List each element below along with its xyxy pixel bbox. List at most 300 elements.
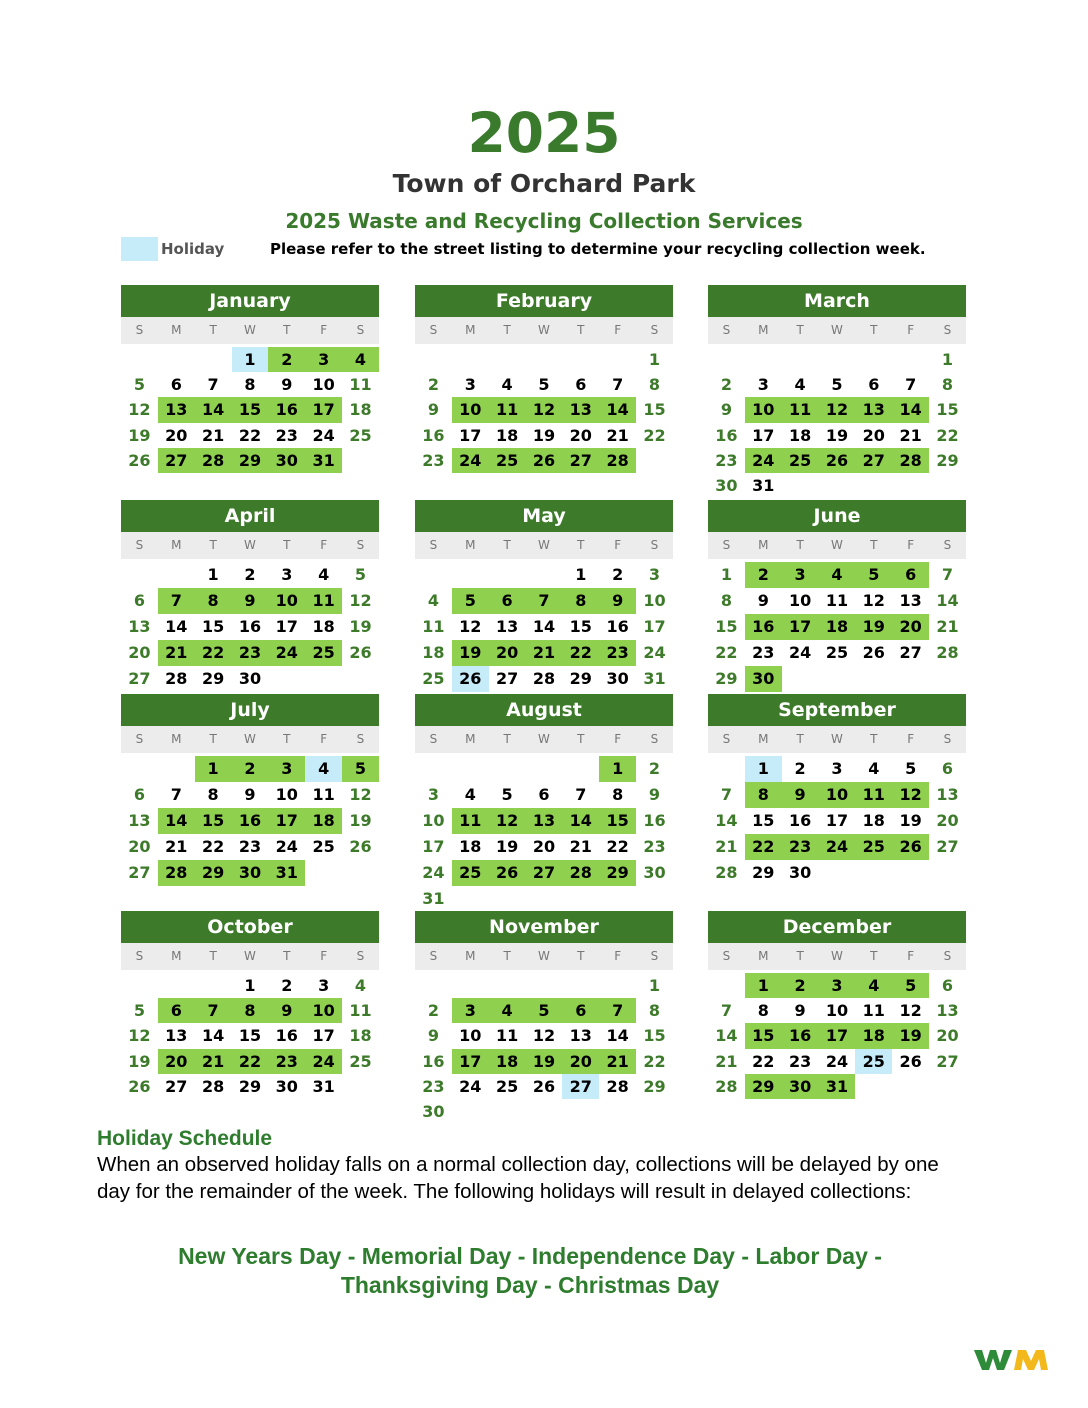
day-cell: 7 xyxy=(941,565,954,584)
week-row xyxy=(708,782,966,808)
day-cell: 27 xyxy=(562,448,599,473)
month-title: May xyxy=(415,500,673,532)
week-row xyxy=(121,423,379,448)
weekday-letter: W xyxy=(831,949,843,963)
weekday-letter: W xyxy=(244,323,256,337)
day-cell: 20 xyxy=(532,837,556,856)
weekday-header xyxy=(415,943,673,970)
empty-cell xyxy=(929,473,966,498)
day-cell: 27 xyxy=(495,669,519,688)
day-cell: 16 xyxy=(268,397,305,422)
week-row xyxy=(708,344,966,372)
day-cell: 14 xyxy=(195,397,232,422)
day-cell: 29 xyxy=(238,1076,262,1096)
day-cell: 3 xyxy=(427,785,439,804)
day-cell: 1 xyxy=(941,350,954,369)
weekday-letter: M xyxy=(758,732,769,746)
day-cell: 7 xyxy=(612,375,624,395)
day-cell: 4 xyxy=(489,998,526,1023)
empty-cell xyxy=(819,666,856,692)
day-cell: 14 xyxy=(715,1026,738,1046)
day-cell: 8 xyxy=(562,588,599,614)
week-row xyxy=(121,448,379,473)
empty-cell xyxy=(599,886,636,912)
day-cell: 30 xyxy=(715,475,738,495)
day-cell: 17 xyxy=(825,811,849,830)
day-cell: 5 xyxy=(526,998,563,1023)
week-row xyxy=(708,397,966,422)
weekday-letter: T xyxy=(870,538,878,552)
day-cell: 13 xyxy=(569,1026,592,1046)
weekday-letter: S xyxy=(650,323,659,337)
day-cell: 13 xyxy=(936,785,959,804)
day-cell: 9 xyxy=(268,998,305,1023)
weekday-letter: S xyxy=(429,538,438,552)
day-cell: 15 xyxy=(599,808,636,834)
day-cell: 4 xyxy=(318,565,330,584)
weekday-header xyxy=(708,726,966,753)
empty-cell xyxy=(636,448,673,473)
day-cell: 19 xyxy=(128,425,151,445)
day-cell: 22 xyxy=(752,1051,775,1071)
weekday-letter: T xyxy=(209,538,217,552)
day-cell: 17 xyxy=(422,837,445,856)
weekday-letter: S xyxy=(356,323,365,337)
day-cell: 23 xyxy=(422,1076,445,1096)
day-cell: 17 xyxy=(312,1026,335,1046)
day-cell: 3 xyxy=(757,375,769,395)
week-row xyxy=(708,372,966,397)
week-row xyxy=(121,640,379,666)
day-cell: 19 xyxy=(855,614,892,640)
week-row xyxy=(415,372,673,397)
day-cell: 28 xyxy=(715,1076,738,1096)
week-row xyxy=(708,448,966,473)
week-row xyxy=(708,666,966,692)
day-cell: 21 xyxy=(569,837,592,856)
day-cell: 10 xyxy=(422,811,445,830)
day-cell: 26 xyxy=(349,643,372,662)
day-cell: 1 xyxy=(195,756,232,782)
day-cell: 1 xyxy=(599,756,636,782)
day-cell: 15 xyxy=(936,400,959,420)
day-cell: 21 xyxy=(715,1051,738,1071)
day-cell: 26 xyxy=(489,860,526,886)
day-cell: 3 xyxy=(819,973,856,998)
month-title: September xyxy=(708,694,966,726)
empty-cell xyxy=(489,756,526,782)
day-cell: 5 xyxy=(354,565,367,584)
day-cell: 14 xyxy=(532,617,556,636)
empty-cell xyxy=(415,347,452,372)
weekday-letter: S xyxy=(722,949,731,963)
day-cell: 14 xyxy=(892,397,929,422)
empty-cell xyxy=(268,666,305,692)
weekday-letter: S xyxy=(356,732,365,746)
day-cell: 4 xyxy=(794,375,806,395)
day-cell: 25 xyxy=(825,643,849,662)
week-row xyxy=(415,1049,673,1074)
day-cell: 5 xyxy=(905,759,917,778)
day-cell: 28 xyxy=(936,643,959,662)
week-row xyxy=(415,782,673,808)
month-title: January xyxy=(121,285,379,317)
empty-cell xyxy=(782,666,819,692)
day-cell: 23 xyxy=(232,640,269,666)
day-cell: 13 xyxy=(165,1026,188,1046)
day-cell: 22 xyxy=(643,1051,666,1071)
weekday-header xyxy=(708,317,966,344)
day-cell: 18 xyxy=(459,837,482,856)
weekday-letter: F xyxy=(907,538,915,552)
day-cell: 14 xyxy=(606,1026,629,1046)
day-cell: 1 xyxy=(207,565,219,584)
day-cell: 8 xyxy=(648,375,661,395)
weekday-letter: T xyxy=(503,732,511,746)
day-cell: 12 xyxy=(459,617,482,636)
day-cell: 25 xyxy=(855,834,892,860)
day-cell: 25 xyxy=(349,425,372,445)
empty-cell xyxy=(562,347,599,372)
empty-cell xyxy=(489,973,526,998)
day-cell: 28 xyxy=(892,448,929,473)
weekday-letter: W xyxy=(244,949,256,963)
day-cell: 12 xyxy=(489,808,526,834)
holiday-list-line: New Years Day - Memorial Day - Independence Day - Labor Day - xyxy=(178,1243,882,1269)
week-row xyxy=(415,666,673,692)
week-row xyxy=(708,640,966,666)
day-cell: 25 xyxy=(305,640,342,666)
week-row xyxy=(415,998,673,1023)
day-cell: 22 xyxy=(715,643,738,662)
weekday-letter: T xyxy=(870,732,878,746)
day-cell: 13 xyxy=(899,591,922,610)
day-cell: 4 xyxy=(342,347,379,372)
day-cell: 3 xyxy=(318,976,330,995)
empty-cell xyxy=(782,473,819,498)
weekday-letter: S xyxy=(943,949,952,963)
month-september xyxy=(708,694,966,886)
day-cell: 12 xyxy=(128,400,151,420)
day-cell: 6 xyxy=(133,591,145,610)
holiday-legend-label: Holiday xyxy=(161,240,225,258)
day-cell: 6 xyxy=(941,976,954,995)
day-cell: 10 xyxy=(745,397,782,422)
day-cell: 1 xyxy=(648,350,661,369)
week-row xyxy=(415,970,673,998)
day-cell: 17 xyxy=(305,397,342,422)
empty-cell xyxy=(708,347,745,372)
empty-cell xyxy=(415,562,452,588)
week-row xyxy=(415,808,673,834)
day-cell: 4 xyxy=(819,562,856,588)
day-cell: 20 xyxy=(936,1026,959,1046)
day-cell: 2 xyxy=(232,756,269,782)
empty-cell xyxy=(121,347,158,372)
day-cell: 28 xyxy=(201,1076,225,1096)
empty-cell xyxy=(855,860,892,886)
day-cell: 23 xyxy=(268,1049,305,1074)
day-cell: 9 xyxy=(782,782,819,808)
empty-cell xyxy=(342,1074,379,1099)
weekday-header xyxy=(708,943,966,970)
day-cell: 21 xyxy=(899,425,922,445)
day-cell: 25 xyxy=(855,1049,892,1074)
day-cell: 10 xyxy=(459,1026,482,1046)
day-cell: 26 xyxy=(819,448,856,473)
month-january xyxy=(121,285,379,473)
day-cell: 31 xyxy=(819,1074,856,1099)
day-cell: 19 xyxy=(825,425,849,445)
day-cell: 30 xyxy=(788,863,812,882)
day-cell: 20 xyxy=(569,425,592,445)
day-cell: 12 xyxy=(819,397,856,422)
weekday-letter: W xyxy=(538,538,550,552)
empty-cell xyxy=(121,973,158,998)
day-cell: 19 xyxy=(532,425,556,445)
weekday-letter: T xyxy=(870,949,878,963)
weekday-letter: M xyxy=(465,949,476,963)
day-cell: 24 xyxy=(459,1076,482,1096)
day-cell: 22 xyxy=(232,1049,269,1074)
day-cell: 24 xyxy=(745,448,782,473)
day-cell: 16 xyxy=(422,1051,445,1071)
day-cell: 20 xyxy=(936,811,959,830)
day-cell: 29 xyxy=(936,450,959,470)
weekday-letter: S xyxy=(135,538,144,552)
week-row xyxy=(708,614,966,640)
day-cell: 14 xyxy=(165,617,188,636)
weekday-letter: W xyxy=(244,538,256,552)
weekday-letter: S xyxy=(429,323,438,337)
day-cell: 26 xyxy=(862,643,885,662)
day-cell: 16 xyxy=(422,425,445,445)
month-title: October xyxy=(121,911,379,943)
day-cell: 6 xyxy=(133,785,145,804)
weekday-letter: S xyxy=(135,323,144,337)
day-cell: 8 xyxy=(745,782,782,808)
day-cell: 10 xyxy=(305,998,342,1023)
weekday-letter: S xyxy=(722,323,731,337)
weekday-letter: F xyxy=(907,949,915,963)
day-cell: 23 xyxy=(788,1051,812,1071)
day-cell: 2 xyxy=(281,976,293,995)
empty-cell xyxy=(158,756,195,782)
day-cell: 15 xyxy=(238,1026,262,1046)
empty-cell xyxy=(599,973,636,998)
empty-cell xyxy=(195,347,232,372)
day-cell: 18 xyxy=(862,811,885,830)
day-cell: 12 xyxy=(349,785,372,804)
day-cell: 23 xyxy=(643,837,666,856)
day-cell: 11 xyxy=(349,1001,372,1021)
day-cell: 1 xyxy=(745,973,782,998)
weekday-letter: S xyxy=(356,949,365,963)
weekday-header xyxy=(415,317,673,344)
empty-cell xyxy=(782,347,819,372)
weekday-letter: S xyxy=(429,949,438,963)
week-row xyxy=(415,753,673,782)
day-cell: 21 xyxy=(201,425,225,445)
day-cell: 26 xyxy=(892,834,929,860)
day-cell: 26 xyxy=(899,1051,922,1071)
empty-cell xyxy=(708,756,745,782)
weekday-letter: M xyxy=(758,949,769,963)
weekday-letter: T xyxy=(209,732,217,746)
day-cell: 12 xyxy=(862,591,885,610)
day-cell: 19 xyxy=(899,811,922,830)
day-cell: 6 xyxy=(158,998,195,1023)
week-row xyxy=(708,1023,966,1048)
day-cell: 15 xyxy=(195,808,232,834)
weekday-letter: F xyxy=(907,732,915,746)
day-cell: 17 xyxy=(268,808,305,834)
day-cell: 3 xyxy=(464,375,476,395)
day-cell: 8 xyxy=(648,1001,661,1021)
week-row xyxy=(415,423,673,448)
day-cell: 11 xyxy=(305,588,342,614)
day-cell: 9 xyxy=(648,785,661,804)
day-cell: 27 xyxy=(165,1076,188,1096)
day-cell: 19 xyxy=(892,1023,929,1048)
weekday-letter: M xyxy=(758,538,769,552)
day-cell: 28 xyxy=(599,448,636,473)
day-cell: 24 xyxy=(788,643,812,662)
day-cell: 24 xyxy=(268,640,305,666)
empty-cell xyxy=(855,666,892,692)
day-cell: 7 xyxy=(526,588,563,614)
week-row xyxy=(121,970,379,998)
day-cell: 21 xyxy=(936,617,959,636)
empty-cell xyxy=(599,347,636,372)
day-cell: 24 xyxy=(275,837,298,856)
day-cell: 8 xyxy=(612,785,624,804)
weekday-letter: F xyxy=(614,538,622,552)
week-row xyxy=(415,860,673,886)
day-cell: 23 xyxy=(422,450,445,470)
empty-cell xyxy=(599,1099,636,1124)
empty-cell xyxy=(415,973,452,998)
day-cell: 2 xyxy=(427,1001,439,1021)
empty-cell xyxy=(526,886,563,912)
week-row xyxy=(415,834,673,860)
day-cell: 9 xyxy=(427,1026,439,1046)
weekday-letter: T xyxy=(577,323,585,337)
day-cell: 3 xyxy=(268,756,305,782)
day-cell: 25 xyxy=(422,669,445,688)
empty-cell xyxy=(526,973,563,998)
day-cell: 2 xyxy=(244,565,256,584)
day-cell: 18 xyxy=(819,614,856,640)
empty-cell xyxy=(158,562,195,588)
day-cell: 24 xyxy=(452,448,489,473)
day-cell: 5 xyxy=(831,375,843,395)
day-cell: 11 xyxy=(422,617,445,636)
day-cell: 11 xyxy=(349,375,372,395)
day-cell: 22 xyxy=(936,425,959,445)
day-cell: 13 xyxy=(158,397,195,422)
week-row xyxy=(708,808,966,834)
day-cell: 10 xyxy=(268,588,305,614)
day-cell: 3 xyxy=(648,565,661,584)
day-cell: 24 xyxy=(819,834,856,860)
day-cell: 12 xyxy=(349,591,372,610)
day-cell: 7 xyxy=(720,1001,732,1021)
weekday-letter: T xyxy=(209,949,217,963)
day-cell: 22 xyxy=(643,425,666,445)
day-cell: 31 xyxy=(312,1076,335,1096)
empty-cell xyxy=(452,886,489,912)
day-cell: 27 xyxy=(128,669,151,688)
day-cell: 6 xyxy=(892,562,929,588)
day-cell: 7 xyxy=(575,785,587,804)
weekday-letter: F xyxy=(320,732,328,746)
day-cell: 4 xyxy=(501,375,513,395)
weekday-letter: M xyxy=(171,538,182,552)
weekday-letter: W xyxy=(831,538,843,552)
day-cell: 1 xyxy=(244,976,256,995)
day-cell: 3 xyxy=(831,759,843,778)
day-cell: 11 xyxy=(495,1026,519,1046)
empty-cell xyxy=(819,860,856,886)
month-june xyxy=(708,500,966,692)
day-cell: 2 xyxy=(782,973,819,998)
day-cell: 18 xyxy=(422,643,445,662)
week-row xyxy=(121,1074,379,1099)
day-cell: 28 xyxy=(532,669,556,688)
day-cell: 16 xyxy=(745,614,782,640)
day-cell: 9 xyxy=(794,1001,806,1021)
week-row xyxy=(121,808,379,834)
weekday-letter: T xyxy=(283,323,291,337)
weekday-letter: S xyxy=(943,732,952,746)
day-cell: 3 xyxy=(305,347,342,372)
week-row xyxy=(415,614,673,640)
day-cell: 18 xyxy=(305,808,342,834)
day-cell: 2 xyxy=(745,562,782,588)
week-row xyxy=(708,970,966,998)
empty-cell xyxy=(489,347,526,372)
empty-cell xyxy=(305,666,342,692)
weekday-letter: S xyxy=(943,538,952,552)
empty-cell xyxy=(342,666,379,692)
week-row xyxy=(708,1049,966,1074)
week-row xyxy=(121,834,379,860)
week-row xyxy=(415,1023,673,1048)
day-cell: 31 xyxy=(422,889,445,908)
empty-cell xyxy=(342,860,379,886)
weekday-letter: S xyxy=(650,538,659,552)
day-cell: 6 xyxy=(489,588,526,614)
weekday-letter: T xyxy=(796,732,804,746)
weekday-letter: M xyxy=(465,732,476,746)
weekday-letter: M xyxy=(465,323,476,337)
day-cell: 8 xyxy=(207,785,219,804)
day-cell: 17 xyxy=(752,425,775,445)
day-cell: 5 xyxy=(501,785,513,804)
month-title: March xyxy=(708,285,966,317)
day-cell: 4 xyxy=(354,976,367,995)
day-cell: 7 xyxy=(599,998,636,1023)
weekday-header xyxy=(708,532,966,559)
day-cell: 14 xyxy=(201,1026,225,1046)
empty-cell xyxy=(562,886,599,912)
day-cell: 7 xyxy=(195,998,232,1023)
weekday-letter: F xyxy=(320,538,328,552)
weekday-letter: T xyxy=(577,732,585,746)
day-cell: 4 xyxy=(855,973,892,998)
weekday-letter: S xyxy=(722,538,731,552)
